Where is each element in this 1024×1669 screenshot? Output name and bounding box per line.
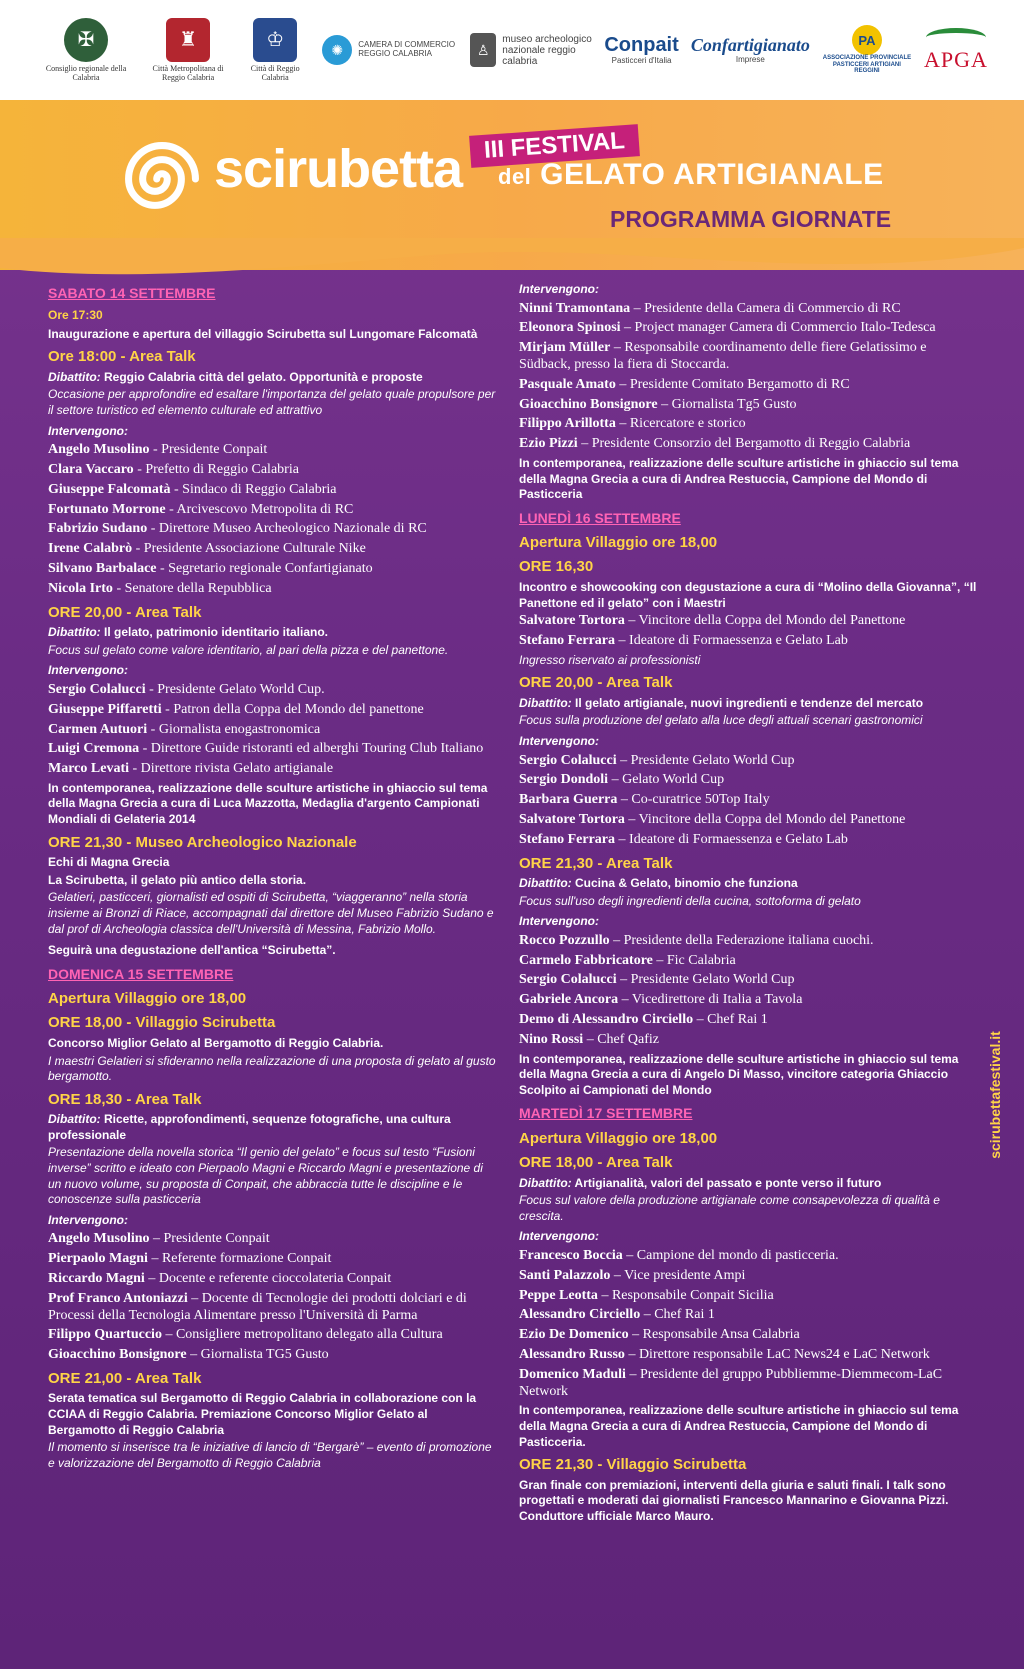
festival-edition: III FESTIVAL	[469, 124, 640, 168]
event-desc: Presentazione della novella storica “Il genio del gelato” e focus sul testo “Fusioni inverse” scritto e ideato con Pierpaolo Magni e Riccardo Magni e presentazione di un nuovo volume, su proposta di Conpait, che abbraccia tutte le discipline e le conoscenze sulla pasticceria	[48, 1145, 483, 1207]
speakers-label: Intervengono:	[48, 423, 128, 438]
speaker-line: Eleonora Spinosi – Project manager Camera di Commercio Italo-Tedesca	[519, 320, 936, 336]
speaker-line: Salvatore Tortora – Vincitore della Coppa del Mondo del Panettone	[519, 811, 906, 827]
time-heading: ORE 21,30 - Area Talk	[519, 854, 673, 872]
time-heading: ORE 21,00 - Area Talk	[48, 1369, 202, 1387]
time-heading: ORE 21,30 - Museo Archeologico Nazionale	[48, 833, 357, 851]
time-heading: Apertura Villaggio ore 18,00	[48, 989, 247, 1007]
speaker-line: Fabrizio Sudano - Direttore Museo Archeologico Nazionale di RC	[48, 521, 427, 537]
time-heading: Ore 17:30	[48, 308, 103, 323]
day-heading: DOMENICA 15 SETTEMBRE	[48, 965, 234, 982]
speaker-line: Gabriele Ancora – Vicedirettore di Italia a Tavola	[519, 992, 803, 1008]
speaker-line: Gioacchino Bonsignore – Giornalista TG5 Gusto	[48, 1347, 329, 1363]
arc-icon	[926, 28, 986, 47]
event-note: In contemporanea, realizzazione delle sculture artistiche in ghiaccio sul tema della Magna Grecia a cura di Angelo Di Masso, vincitore categoria Ghiaccio Scolpito ai Campionati del Mondo	[519, 1051, 959, 1097]
debate-title: Dibattito: Artigianalità, valori del passato e ponte verso il futuro	[519, 1175, 882, 1190]
camera-icon: ✺	[322, 35, 352, 65]
speaker-line: Giuseppe Piffaretti - Patron della Coppa del Mondo del panettone	[48, 701, 424, 717]
time-heading: ORE 18,00 - Area Talk	[519, 1154, 673, 1172]
speaker-line: Nino Rossi – Chef Qafiz	[519, 1031, 659, 1047]
left-column	[48, 278, 498, 1472]
event-desc: Focus sull'uso degli ingredienti della cucina, sottoforma di gelato	[519, 893, 861, 908]
logo-confartigianato: Confartigianato Imprese	[690, 35, 810, 65]
logo-assoc: PA ASSOCIAZIONE PROVINCIALE PASTICCERI ARTIGIANI REGGINI	[822, 10, 912, 90]
speaker-line: Stefano Ferrara – Ideatore di Formaessenza e Gelato Lab	[519, 831, 848, 847]
time-heading: ORE 16,30	[519, 558, 594, 576]
speaker-line: Silvano Barbalace - Segretario regionale Confartigianato	[48, 561, 373, 577]
speaker-line: Luigi Cremona - Direttore Guide ristoranti ed alberghi Touring Club Italiano	[48, 741, 484, 757]
speaker-line: Alessandro Russo – Direttore responsabile LaC News24 e LaC Network	[519, 1346, 930, 1362]
speaker-line: Ninni Tramontana – Presidente della Camera di Commercio di RC	[519, 300, 901, 316]
speaker-line: Nicola Irto - Senatore della Repubblica	[48, 580, 272, 596]
event-note: In contemporanea, realizzazione delle sculture artistiche in ghiaccio sul tema della Magna Grecia a cura di Andrea Restuccia, Campione del Mondo di Pasticceria.	[519, 1403, 959, 1449]
event-text: Incontro e showcooking con degustazione a cura di “Molino della Giovanna”, “Il Panettone ed il gelato” con i Maestri	[519, 579, 977, 610]
logo-conpait: Conpait Pasticceri d'Italia	[604, 34, 679, 66]
brand-name: scirubetta	[214, 139, 463, 199]
time-heading: ORE 21,30 - Villaggio Scirubetta	[519, 1456, 747, 1474]
logo-metro: ♜ Città Metropolitana di Reggio Calabria	[148, 10, 228, 90]
event-desc: Ingresso riservato ai professionisti	[519, 652, 701, 667]
speaker-line: Angelo Musolino – Presidente Conpait	[48, 1231, 270, 1247]
speaker-line: Giuseppe Falcomatà - Sindaco di Reggio Calabria	[48, 481, 337, 497]
speaker-line: Marco Levati - Direttore rivista Gelato artigianale	[48, 761, 334, 777]
speaker-line: Gioacchino Bonsignore – Giornalista Tg5 Gusto	[519, 396, 797, 412]
speaker-line: Filippo Arillotta – Ricercatore e storico	[519, 416, 746, 432]
program-title: PROGRAMMA GIORNATE	[610, 206, 892, 232]
speaker-line: Sergio Dondoli – Gelato World Cup	[519, 772, 725, 788]
speaker-line: Barbara Guerra – Co-curatrice 50Top Italy	[519, 792, 770, 808]
speaker-line: Salvatore Tortora – Vincitore della Coppa del Mondo del Panettone	[519, 613, 906, 629]
sponsor-logos	[0, 0, 1024, 100]
logo-citta: ♔ Città di Reggio Calabria	[240, 10, 310, 90]
speaker-line: Pasquale Amato – Presidente Comitato Bergamotto di RC	[519, 376, 850, 392]
festival-title: del GELATO ARTIGIANALE	[498, 158, 884, 191]
event-desc: Focus sul valore della produzione artigianale come consapevolezza di qualità e crescita.	[519, 1193, 940, 1223]
speaker-line: Ezio De Domenico – Responsabile Ansa Calabria	[519, 1327, 800, 1343]
event-desc: I maestri Gelatieri si sfideranno nella realizzazione di una proposta di gelato al gusto bergamotto.	[48, 1053, 496, 1084]
event-text: Serata tematica sul Bergamotto di Reggio Calabria in collaborazione con la CCIAA di Reggio Calabria. Premiazione Concorso Miglior Gelato al Bergamotto di Reggio Calabria	[48, 1391, 477, 1437]
logo-apga: APGA	[924, 10, 988, 90]
event-text: Gran finale con premiazioni, interventi della giuria e saluti finali. I talk sono progettati e moderati dai giornalisti Francesco Mannarino e Giovanna Pizzi. Conduttore ufficiale Marco Mauro.	[519, 1477, 949, 1523]
speaker-line: Filippo Quartuccio – Consigliere metropolitano delegato alla Cultura	[48, 1327, 443, 1343]
speaker-line: Peppe Leotta – Responsabile Conpait Sicilia	[519, 1287, 774, 1303]
event-desc: Occasione per approfondire ed esaltare l'importanza del gelato quale propulsore per il settore turistico ed elemento culturale ed attrattivo	[48, 387, 496, 418]
day-heading: SABATO 14 SETTEMBRE	[48, 285, 216, 301]
speaker-line: Riccardo Magni – Docente e referente cioccolateria Conpait	[48, 1270, 392, 1286]
speaker-line: Prof Franco Antoniazzi – Docente di Tecnologie dei prodotti dolciari e di Processi della Tecnologia Alimentare presso l'Università di Parma	[48, 1290, 467, 1323]
debate-title: Dibattito: Cucina & Gelato, binomio che funziona	[519, 876, 798, 891]
event-text: Inaugurazione e apertura del villaggio Scirubetta sul Lungomare Falcomatà	[48, 326, 478, 341]
debate-title: Dibattito: Il gelato artigianale, nuovi ingredienti e tendenze del mercato	[519, 695, 924, 710]
speakers-label: Intervengono:	[519, 1229, 599, 1244]
speaker-line: Demo di Alessandro Circiello – Chef Rai 1	[519, 1012, 768, 1028]
time-heading: Apertura Villaggio ore 18,00	[519, 533, 718, 551]
website-url[interactable]: scirubettafestival.it	[987, 1031, 1003, 1159]
swirl-logo-icon	[118, 135, 206, 223]
speakers-label: Intervengono:	[519, 282, 599, 296]
speaker-line: Irene Calabrò - Presidente Associazione Culturale Nike	[48, 541, 366, 557]
speaker-line: Sergio Colalucci - Presidente Gelato World Cup.	[48, 681, 325, 697]
museum-icon: ♙	[470, 33, 496, 67]
time-heading: ORE 18,00 - Villaggio Scirubetta	[48, 1014, 276, 1032]
time-heading: ORE 20,00 - Area Talk	[519, 674, 673, 692]
crest-icon: ✠	[64, 18, 108, 62]
event-desc: Focus sulla produzione del gelato alla luce degli attuali scenari gastronomici	[519, 713, 923, 728]
day-heading: MARTEDÌ 17 SETTEMBRE	[519, 1105, 693, 1122]
speaker-line: Santi Palazzolo – Vice presidente Ampi	[519, 1267, 746, 1283]
event-text: La Scirubetta, il gelato più antico della storia.	[48, 872, 307, 887]
speaker-line: Carmen Autuori - Giornalista enogastronomica	[48, 721, 321, 737]
speaker-line: Domenico Maduli – Presidente del gruppo Pubbliemme-Diemmecom-LaC Network	[519, 1366, 943, 1399]
event-note: Seguirà una degustazione dell'antica “Scirubetta”.	[48, 943, 336, 958]
speaker-line: Fortunato Morrone - Arcivescovo Metropolita di RC	[48, 501, 354, 517]
logo-consiglio: ✠ Consiglio regionale della Calabria	[36, 10, 136, 90]
speaker-line: Ezio Pizzi – Presidente Consorzio del Bergamotto di Reggio Calabria	[519, 436, 911, 452]
time-heading: Apertura Villaggio ore 18,00	[519, 1129, 718, 1147]
shield-icon: ♜	[166, 18, 210, 62]
speaker-line: Alessandro Circiello – Chef Rai 1	[519, 1307, 715, 1323]
speakers-label: Intervengono:	[519, 734, 599, 748]
time-heading: Ore 18:00 - Area Talk	[48, 348, 196, 366]
speaker-line: Stefano Ferrara – Ideatore di Formaessenza e Gelato Lab	[519, 632, 848, 648]
event-note: In contemporanea, realizzazione delle sculture artistiche in ghiaccio sul tema della Magna Grecia a cura di Andrea Restuccia, Campione del Mondo di Pasticceria	[519, 455, 959, 502]
speaker-line: Clara Vaccaro - Prefetto di Reggio Calabria	[48, 462, 299, 478]
logo-museo: ♙ museo archeologico nazionale reggio calabria	[470, 10, 592, 90]
event-desc: Focus sul gelato come valore identitario, al pari della pizza e del panettone.	[48, 642, 449, 657]
speakers-label: Intervengono:	[519, 914, 599, 929]
time-heading: ORE 18,30 - Area Talk	[48, 1090, 202, 1108]
speaker-line: Carmelo Fabbricatore – Fic Calabria	[519, 952, 736, 968]
speakers-label: Intervengono:	[48, 663, 128, 678]
event-desc: Gelatieri, pasticceri, giornalisti ed ospiti di Scirubetta, “viaggeranno” nella storia insieme ai Bronzi di Riace, accompagnati dal direttore del Museo Fabrizio Sudano e dal prof di Archeologia classica dell'Università di Messina, Fabrizio Mollo.	[48, 890, 494, 936]
speaker-line: Mirjam Müller – Responsabile coordinamento delle fiere Gelatissimo e Südback, presso la fiera di Stoccarda.	[519, 340, 927, 372]
speaker-line: Angelo Musolino - Presidente Conpait	[48, 442, 268, 458]
assoc-icon: PA	[852, 25, 882, 55]
speaker-line: Pierpaolo Magni – Referente formazione Conpait	[48, 1251, 332, 1267]
event-text: Concorso Miglior Gelato al Bergamotto di Reggio Calabria.	[48, 1035, 384, 1050]
debate-title: Dibattito: Reggio Calabria città del gelato. Opportunità e proposte	[48, 369, 423, 384]
speaker-line: Sergio Colalucci – Presidente Gelato World Cup	[519, 752, 795, 768]
logo-camera: ✺ CAMERA DI COMMERCIO REGGIO CALABRIA	[322, 10, 458, 90]
speakers-label: Intervengono:	[48, 1212, 128, 1227]
time-heading: ORE 20,00 - Area Talk	[48, 603, 202, 621]
day-heading: LUNEDÌ 16 SETTEMBRE	[519, 509, 681, 526]
event-text: Echi di Magna Grecia	[48, 855, 170, 870]
event-desc: Il momento si inserisce tra le iniziative di lancio di “Bergarè” – evento di promozione e valorizzazione del Bergamotto di Reggio Calabria	[48, 1440, 492, 1470]
speaker-line: Sergio Colalucci – Presidente Gelato World Cup	[519, 972, 795, 988]
event-note: In contemporanea, realizzazione delle sculture artistiche in ghiaccio sul tema della Magna Grecia a cura di Luca Mazzotta, Medaglia d'argento Campionati Mondiali di Gelateria 2014	[48, 780, 488, 827]
speaker-line: Francesco Boccia – Campione del mondo di pasticceria.	[519, 1247, 839, 1263]
debate-title: Dibattito: Il gelato, patrimonio identitario italiano.	[48, 625, 329, 640]
right-column	[519, 278, 977, 1526]
speaker-line: Rocco Pozzullo – Presidente della Federazione italiana cuochi.	[519, 932, 874, 948]
city-crest-icon: ♔	[253, 18, 297, 62]
debate-title: Dibattito: Ricette, approfondimenti, sequenze fotografiche, una cultura professionale	[48, 1112, 451, 1142]
